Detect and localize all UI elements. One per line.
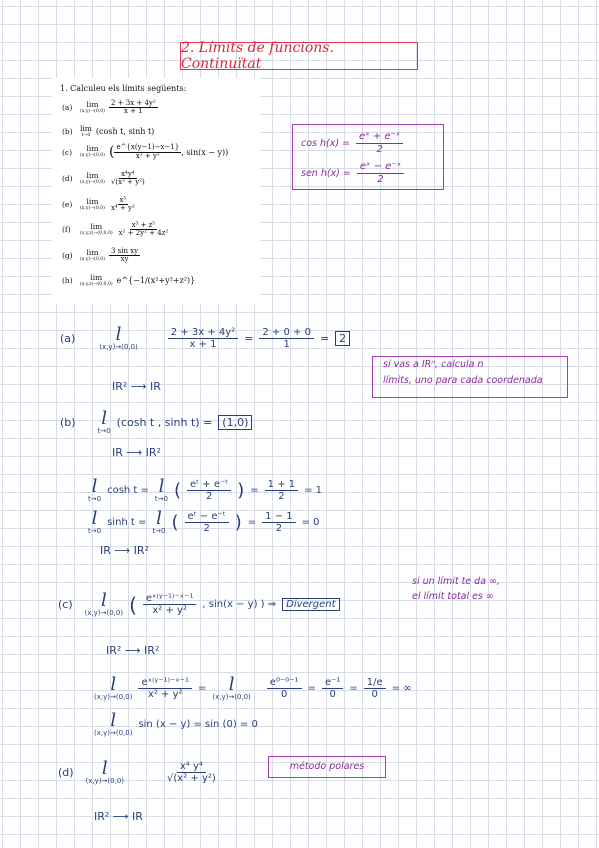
hyperbolic-definitions-box: cos h(x) = $\frac{\text{eˣ + e⁻ˣ}}{2}$ sen h(x) = $\frac{\text{eˣ − e⁻ˣ}}{2}$ (292, 124, 444, 190)
solution-b: (b) l t→0 (cosh t , sinh t) = (1,0) (60, 410, 252, 435)
divergent-note: si un límit te da ∞, el límit total es ∞ (412, 576, 500, 603)
printed-exercise-list (52, 78, 260, 304)
polar-note: método polares (268, 756, 386, 778)
answer-c: Divergent (282, 598, 339, 611)
exercise-item-a: (a) lim (x,y)→(0,0) $\frac{\text{2 + 3x + 4y²}}{x + 1}$ (62, 99, 156, 116)
exercise-item-b: (b) lim t→0 (cosh t, sinh t) (62, 124, 155, 138)
exercise-item-d: (d) lim (x,y)→(0,0) $\frac{\text{x⁴y⁴}}{\text{√(x² + y²)}}$ (62, 170, 145, 187)
solution-b-cosh-line: l t→0 cosh t = l t→0 ( eᵗ + e⁻ᵗ 2 ) = $\frac{1 + 1}{2}$ = 1 (88, 476, 323, 503)
mapping-a: IR² ⟶ IR (112, 380, 161, 393)
sinh-definition-lhs: sen h(x) = (301, 167, 351, 179)
page-title: 2. Límits de funcions. Continuïtat (180, 42, 418, 70)
exercise-item-e: (e) lim (x,y)→(0,0) $\frac{\text{x⁵}}{\text{x⁴ + y²}}$ (62, 196, 135, 213)
solution-b-sinh-line: l t→0 sinh t = l t→0 ( eᵗ − e⁻ᵗ 2 ) = $\frac{1 - 1}{2}$ = 0 (88, 508, 320, 535)
solution-c: (c) l (x,y)→(0,0) ( eˣ⁽ʸ⁻¹⁾⁻ˣ⁻¹ x² + y² , sin(x − y) ) ⇒ Divergent (58, 592, 340, 617)
exercise-item-h: (h) lim (x,y,z)→(0,0,0) e^{−1/(x²+y²+z²)} (62, 273, 196, 287)
exercise-intro: 1. Calculeu els límits següents: (60, 84, 187, 93)
mapping-c: IR² ⟶ IR² (106, 644, 160, 657)
mapping-d: IR² ⟶ IR (94, 810, 143, 823)
mapping-b: IR ⟶ IR² (112, 446, 161, 459)
exercise-item-f: (f) lim (x,y,z)→(0,0,0) $\frac{\text{x³ + z⁵}}{\text{x² + 2y² + 4z²}}$ (62, 221, 169, 238)
solution-a: (a) l (x,y)→(0,0) $\frac{\text{2 + 3x + 4y²}}{x + 1}$ = $\frac{2 + 0 + 0}{1}$ = 2 (60, 326, 350, 351)
answer-b: (1,0) (218, 415, 252, 430)
solution-c-calc: l (x,y)→(0,0) $\frac{\text{eˣ⁽ʸ⁻¹⁾⁻ˣ⁻¹}}{\text{x² + y²}}$ = l (x,y)→(0,0) $\frac{\text{e⁰⁻⁰⁻¹}}{0}$ = $\frac{\text{e⁻¹}}{0}$ = $\frac{1/e}{0}$ = ∞ (94, 674, 412, 701)
cosh-definition-lhs: cos h(x) = (301, 137, 351, 149)
mapping-b-2: IR ⟶ IR² (100, 544, 149, 557)
solution-c-sin-line: l (x,y)→(0,0) sin (x − y) = sin (0) = 0 (94, 710, 258, 737)
rn-note-box: si vas a IRⁿ, calcula n límits, uno para cada coordenada (372, 356, 568, 398)
exercise-item-c: (c) lim (x,y)→(0,0) ( $\frac{e\^{}\{x(y-1)-x-1\}}{\text{x² + y²}}$ , sin(x − y)) (62, 143, 229, 160)
solution-d: (d) l (x,y)→(0,0) x⁴ y⁴ √(x² + y²) (58, 758, 216, 785)
answer-a: 2 (335, 331, 350, 346)
exercise-item-g: (g) lim (x,y)→(0,0) $\frac{\text{3 sin xy}}{xy}$ (62, 247, 139, 264)
